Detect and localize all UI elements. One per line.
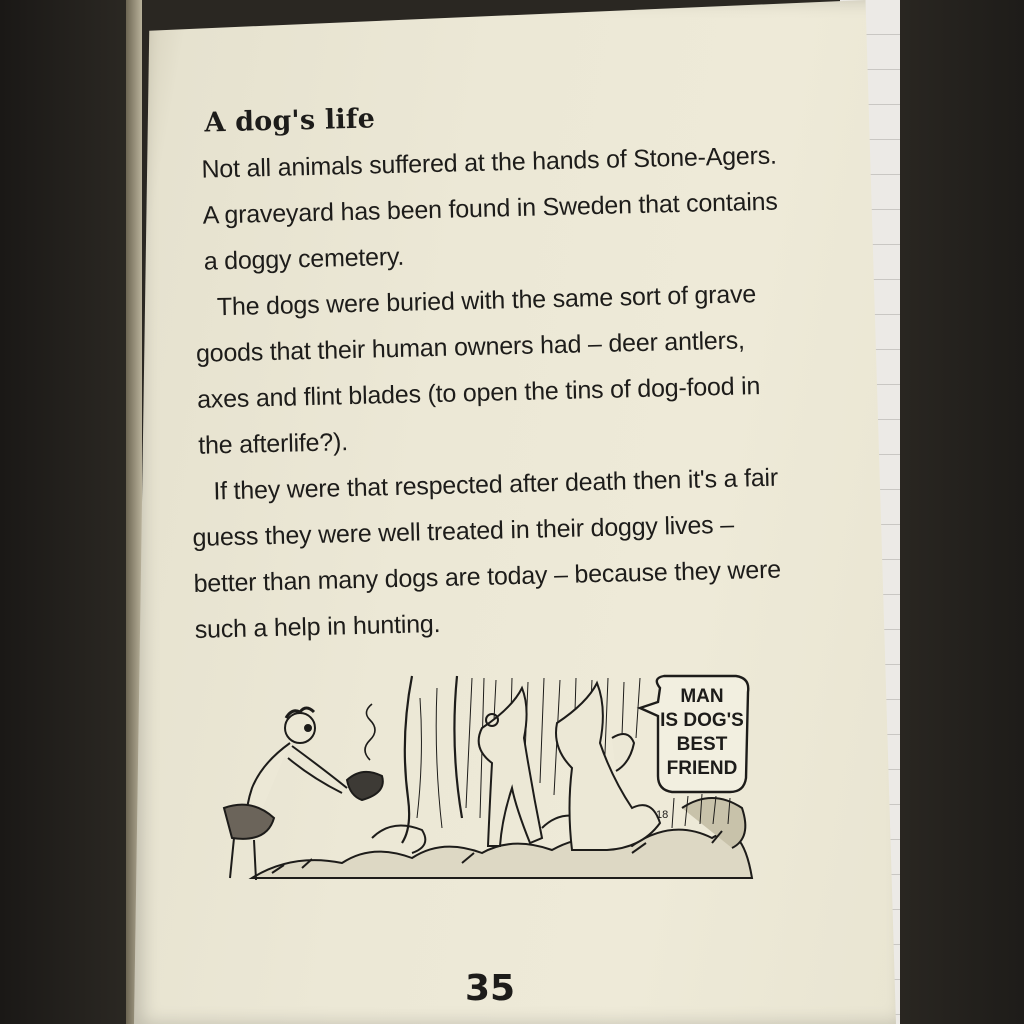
paragraph-1: Not all animals suffered at the hands of Stone-Agers. A graveyard has been found in Sweden that contains a doggy cemetery. (201, 141, 778, 276)
caveman-figure (224, 704, 383, 880)
speech-line-4: FRIEND (666, 758, 738, 779)
page-number: 35 (464, 968, 516, 1009)
speech-bubble (640, 676, 748, 792)
dog-figure-1 (479, 688, 542, 846)
page-text (186, 93, 799, 652)
artist-signature: 18 (656, 809, 669, 821)
paragraph-2: The dogs were buried with the same sort of grave goods that their human owners had – deer antlers, axes and flint blades (to open the tins of dog-food in the afterlife?). (195, 280, 761, 460)
speech-line-1: MAN (680, 686, 724, 707)
cartoon-illustration (212, 668, 758, 890)
paragraph-3: If they were that respected after death then it's a fair guess they were well treated in their doggy lives – better than many dogs are today – because they were such a help in hunting. (192, 463, 782, 644)
speech-line-3: BEST (676, 734, 728, 755)
tree-trunk (402, 676, 462, 843)
speech-line-2: IS DOG'S (660, 710, 744, 731)
section-heading: A dog's life (203, 103, 376, 139)
